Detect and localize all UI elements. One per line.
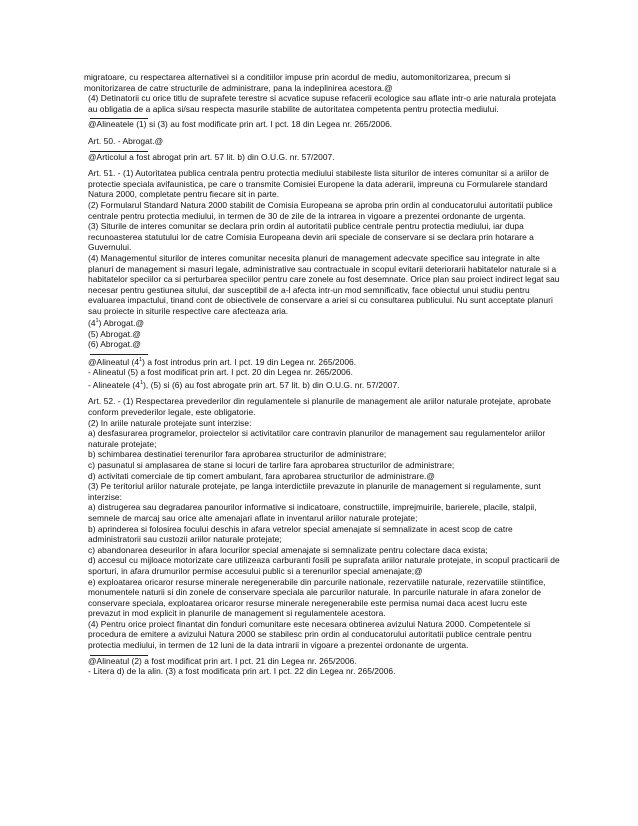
paragraph: - Alineatul (5) a fost modificat prin art. I pct. 20 din Legea nr. 265/2006. bbox=[88, 367, 353, 378]
superscript: 1 bbox=[139, 357, 143, 364]
paragraph: c) pasunatul si amplasarea de stane si locuri de tarlire fara aprobarea structurilor de administrare; bbox=[88, 459, 455, 470]
paragraph: b) aprinderea si folosirea focului deschis in afara vetrelor special amenajate si semnalizate in acest scop de catre administratorii sau custozii ariilor naturale protejate; bbox=[88, 523, 516, 545]
paragraph-text: ) Abrogat.@ bbox=[98, 318, 145, 329]
paragraph: b) schimbarea destinatiei terenurilor fara aprobarea structurilor de administrare; bbox=[88, 449, 387, 460]
paragraph: a) distrugerea sau degradarea panourilor informative si indicatoare, constructiile, imprejmuirile, barierele, placile, stalpii, semnele de marcaj sau orice alte amenajari aflate in inventarul ariilor naturale protejate; bbox=[88, 502, 539, 523]
paragraph bbox=[84, 355, 560, 367]
paragraph: (4) Managementul siturilor de interes comunitar necesita planuri de management adecvate specifice sau integrate in alte planuri de management si masuri legale, administrative sau contractuale in scopul evitarii deteriorarii habitatelor naturale si a habitatelor speciilor ca si perturbarea speciilor pentru care zonele au fost desemnate. Orice plan sau proiect indirect legat sau necesar pentru gestiunea sitului, dar susceptibil de a-l afecta intr-un mod semnificativ, face obiectul unui studiu pentru evaluarea impactului, tinand cont de obiectivele de conservare a ariei si cu consultarea publicului. Nu sunt acceptate planuri sau proiecte in siturile respective care afecteaza aria. bbox=[88, 252, 562, 316]
paragraph: (3) Pe teritoriul ariilor naturale protejate, pe langa interdictiile prevazute in planurile de management si regulamente, sunt interzise: bbox=[88, 481, 544, 502]
paragraph: Art. 50. - Abrogat.@ bbox=[88, 135, 164, 146]
paragraph: d) accesul cu mijloace motorizate care utilizeaza carburanti fosili pe suprafata ariilor naturale protejate, in scopul practicarii de sporturi, in afara drumurilor permise accesului public si a terenurilor special amenajate;@ bbox=[88, 555, 563, 576]
paragraph: (2) Formularul Standard Natura 2000 stabilit de Comisia Europeana se aproba prin ordin al conducatorului autoritatii publice centrale pentru protectia mediului, in termen de 30 de zile de la intrarea in vigoare a prezentei ordonante de urgenta. bbox=[88, 199, 556, 221]
superscript: 1 bbox=[139, 380, 144, 387]
paragraph: @Alineatul (2) a fost modificat prin art. I pct. 21 din Legea nr. 265/2006. bbox=[88, 655, 357, 666]
paragraph: (6) Abrogat.@ bbox=[88, 339, 141, 350]
paragraph bbox=[84, 316, 560, 328]
paragraph: c) abandonarea deseurilor in afara locurilor special amenajate si semnalizate pentru colectare daca exista; bbox=[88, 544, 488, 555]
paragraph: (4) Pentru orice proiect finantat din fonduri comunitare este necesara obtinerea avizului Natura 2000. Competentele si procedura de emitere a avizului Natura 2000 se stabilesc prin ordin al conducatorului autoritatii publice centrale pentru protectia mediului, in termen de 12 luni de la data intrarii in vigoare a prezentei ordonante de urgenta. bbox=[88, 618, 535, 651]
paragraph: a) desfasurarea programelor, proiectelor si activitatilor care contravin planurilor de management sau regulamentelor ariilor naturale protejate; bbox=[88, 428, 548, 449]
paragraph: (3) Siturile de interes comunitar se declara prin ordin al autoritatii publice centrale pentru protectia mediului, iar dupa recunoasterea statutului lor de catre Comisia Europeana devin arii speciale de conservare si se declara prin hotarare a Guvernului. bbox=[88, 221, 537, 253]
document-page bbox=[84, 72, 563, 677]
paragraph-text: ), (5) si (6) au fost abrogate prin art. 57 lit. b) din O.U.G. nr. 57/2007. bbox=[143, 379, 400, 390]
paragraph-text: ) a fost introdus prin art. I pct. 19 din Legea nr. 265/2006. bbox=[142, 356, 357, 367]
paragraph: (2) In ariile naturale protejate sunt interzise: bbox=[88, 417, 252, 428]
paragraph: - Litera d) de la alin. (3) a fost modificata prin art. I pct. 22 din Legea nr. 265/2006. bbox=[88, 666, 396, 677]
paragraph: @Alineatele (1) si (3) au fost modificate prin art. I pct. 18 din Legea nr. 265/2006. bbox=[88, 119, 393, 130]
paragraph-text: - Alineatele (4 bbox=[88, 379, 140, 390]
paragraph: @Articolul a fost abrogat prin art. 57 lit. b) din O.U.G. nr. 57/2007. bbox=[88, 151, 335, 162]
superscript: 1 bbox=[95, 318, 99, 325]
paragraph: d) activitati comerciale de tip comert ambulant, fara aprobarea structurilor de administrare.@ bbox=[88, 470, 435, 481]
paragraph: Art. 51. - (1) Autoritatea publica centrala pentru protectia mediului stabileste lista siturilor de interes comunitar si a ariilor de protectie speciala avifaunistica, pe care o transmite Comisiei Europene la data aderarii, impreuna cu Formularele standard Natura 2000, completate pentru fiecare sit in parte. bbox=[88, 168, 552, 200]
paragraph: Art. 52. - (1) Respectarea prevederilor din regulamentele si planurile de management ale ariilor naturale protejate, aprobate conform prevederilor legale, este obligatorie. bbox=[88, 396, 554, 418]
paragraph-text: @Alineatul (4 bbox=[88, 356, 140, 367]
paragraph-text: (4 bbox=[88, 318, 96, 329]
paragraph: migratoare, cu respectarea alternativei si a conditiilor impuse prin acordul de mediu, automonitorizarea, precum si monitorizarea de catre structurile de administrare, pana la indeplinirea acestora.@ bbox=[84, 72, 513, 93]
paragraph: (4) Detinatorii cu orice titlu de suprafete terestre si acvatice supuse refacerii ecologice sau aflate intr-o arie naturala protejata au obligatia de a aplica si/sau respecta masurile stabilite de autoritatea competenta pentru protectia mediului. bbox=[88, 93, 559, 114]
paragraph: (5) Abrogat.@ bbox=[88, 328, 141, 339]
paragraph bbox=[84, 378, 560, 390]
paragraph: e) exploatarea oricaror resurse minerale neregenerabile din parcurile nationale, rezervatiile naturale, rezervatiile stiintifice, monumentele naturii si din zonele de conservare speciala ale parcurilor naturale. In parcurile naturale in afara zonelor de conservare speciala, exploatarea oricaror resurse minerale neregenerabile este permisa numai daca acest lucru este prevazut in mod explicit in planurile de management si regulamentele acestora. bbox=[88, 576, 548, 619]
